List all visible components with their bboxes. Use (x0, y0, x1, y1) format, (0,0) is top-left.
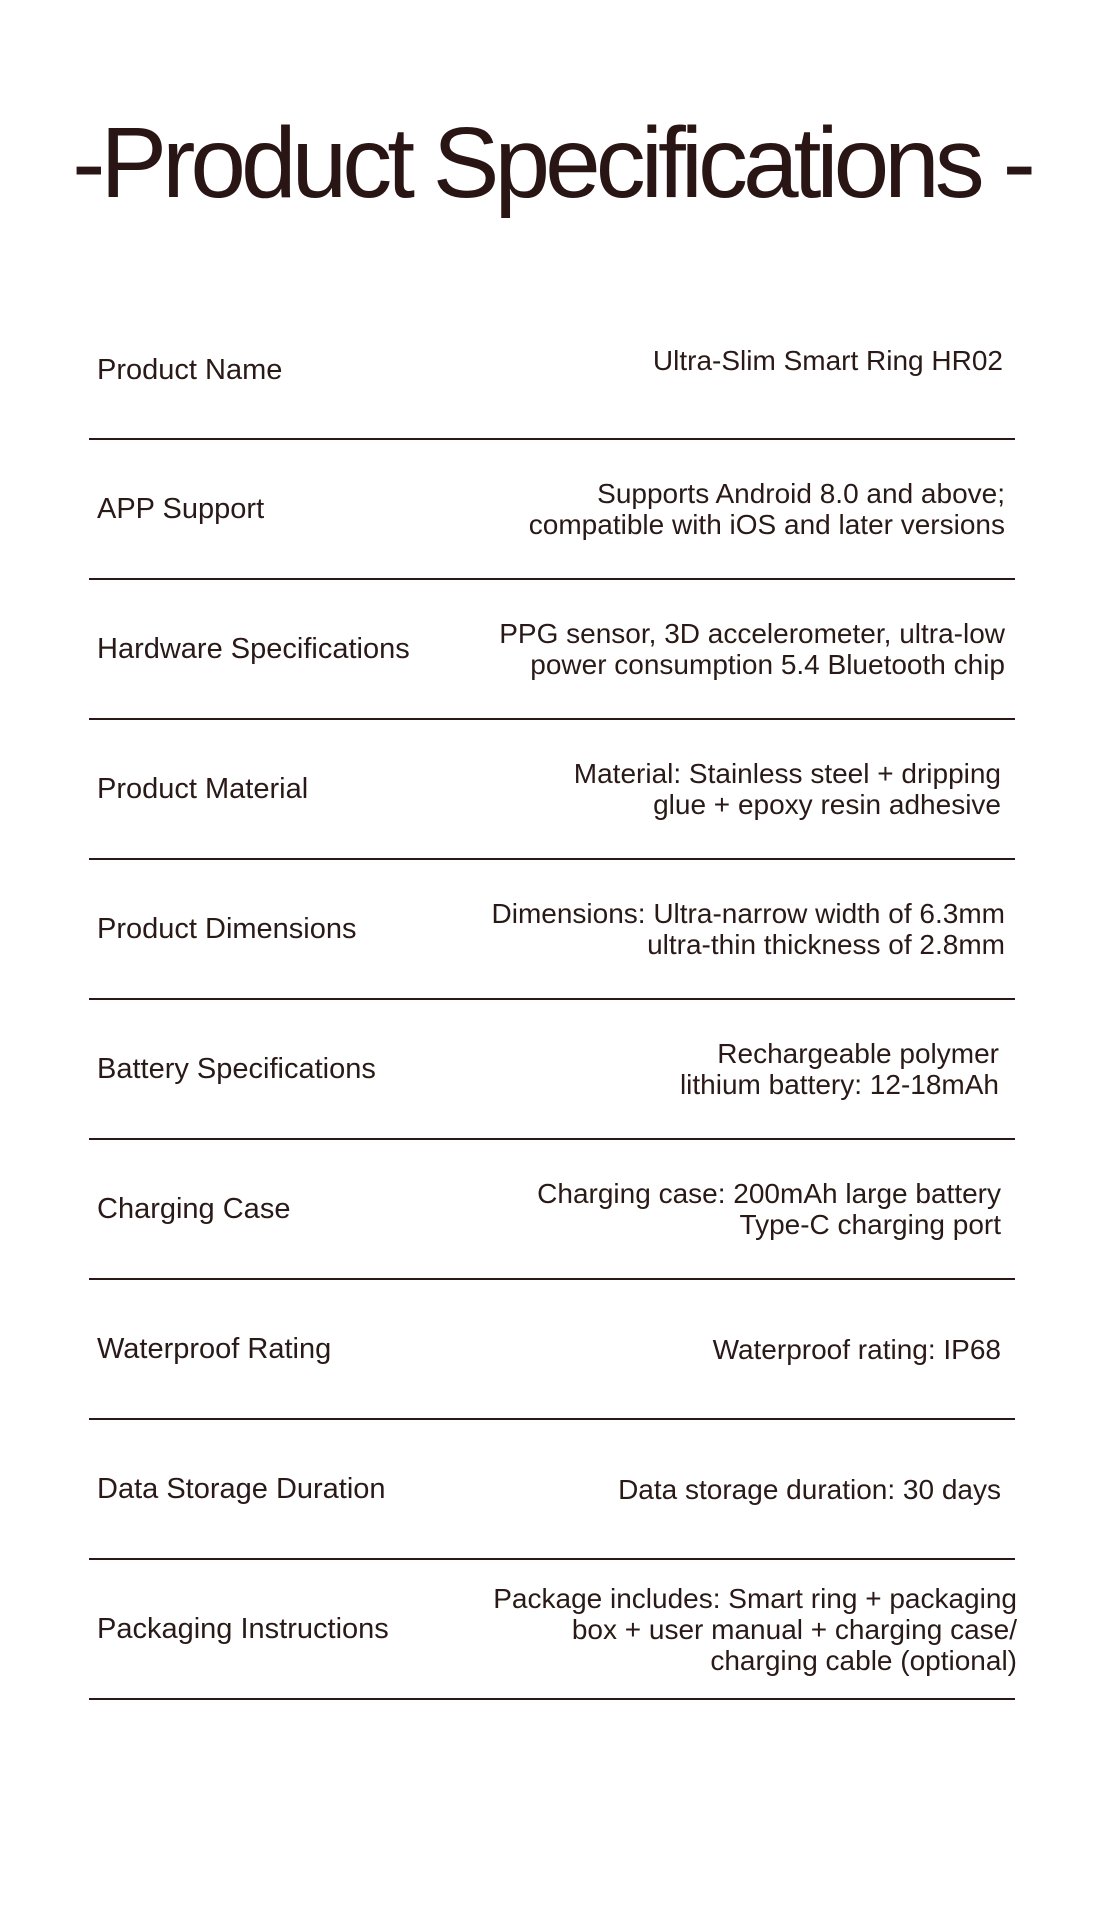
page-title: -Product Specifications - (72, 107, 1031, 219)
spec-value-line: glue + epoxy resin adhesive (653, 789, 1001, 820)
spec-value-line: charging cable (optional) (710, 1644, 1017, 1676)
spec-label: Product Name (97, 353, 283, 386)
spec-label: Waterproof Rating (97, 1332, 332, 1365)
spec-value-line: power consumption 5.4 Bluetooth chip (530, 649, 1005, 680)
spec-row-hardware-specifications (89, 580, 1015, 720)
spec-label: Charging Case (97, 1192, 291, 1225)
spec-label: APP Support (97, 492, 265, 525)
spec-value (529, 440, 1005, 578)
spec-value (499, 580, 1005, 718)
spec-label: Product Dimensions (97, 912, 357, 945)
spec-label: Hardware Specifications (97, 632, 410, 665)
spec-table (89, 302, 1015, 1700)
spec-value (713, 1280, 1001, 1418)
spec-row-product-name (89, 302, 1015, 440)
spec-row-packaging-instructions (89, 1560, 1015, 1700)
spec-value-line: Charging case: 200mAh large battery (537, 1178, 1001, 1209)
spec-value (618, 1420, 1001, 1558)
spec-value (492, 860, 1006, 998)
spec-value-line: Dimensions: Ultra-narrow width of 6.3mm (491, 898, 1005, 929)
spec-value-line: Ultra-Slim Smart Ring HR02 (652, 344, 1003, 376)
spec-value-line: box + user manual + charging case/ (571, 1613, 1017, 1645)
spec-value-line: Supports Android 8.0 and above; (597, 478, 1005, 509)
spec-label: Battery Specifications (97, 1052, 376, 1085)
spec-value (680, 1000, 999, 1138)
spec-value-line: Waterproof rating: IP68 (712, 1333, 1001, 1365)
spec-label: Packaging Instructions (97, 1612, 389, 1645)
spec-label: Data Storage Duration (97, 1472, 386, 1505)
spec-row-product-dimensions (89, 860, 1015, 1000)
spec-value (653, 302, 1003, 418)
spec-value-line: Package includes: Smart ring + packaging (493, 1582, 1017, 1614)
spec-row-app-support (89, 440, 1015, 580)
spec-row-product-material (89, 720, 1015, 860)
spec-value-line: Material: Stainless steel + dripping (573, 758, 1001, 789)
spec-value-line: Rechargeable polymer (717, 1038, 999, 1069)
spec-value-line: Type-C charging port (739, 1209, 1001, 1240)
spec-value-line: compatible with iOS and later versions (528, 509, 1005, 540)
spec-value-line: ultra-thin thickness of 2.8mm (647, 929, 1005, 960)
spec-label: Product Material (97, 772, 309, 805)
spec-row-data-storage-duration (89, 1420, 1015, 1560)
spec-value (493, 1560, 1017, 1698)
spec-value-line: Data storage duration: 30 days (618, 1473, 1001, 1505)
spec-value-line: lithium battery: 12-18mAh (679, 1069, 999, 1100)
spec-row-battery-specifications (89, 1000, 1015, 1140)
spec-value (574, 720, 1001, 858)
spec-value (537, 1140, 1001, 1278)
spec-row-charging-case (89, 1140, 1015, 1280)
spec-row-waterproof-rating (89, 1280, 1015, 1420)
spec-value-line: PPG sensor, 3D accelerometer, ultra-low (499, 618, 1005, 649)
